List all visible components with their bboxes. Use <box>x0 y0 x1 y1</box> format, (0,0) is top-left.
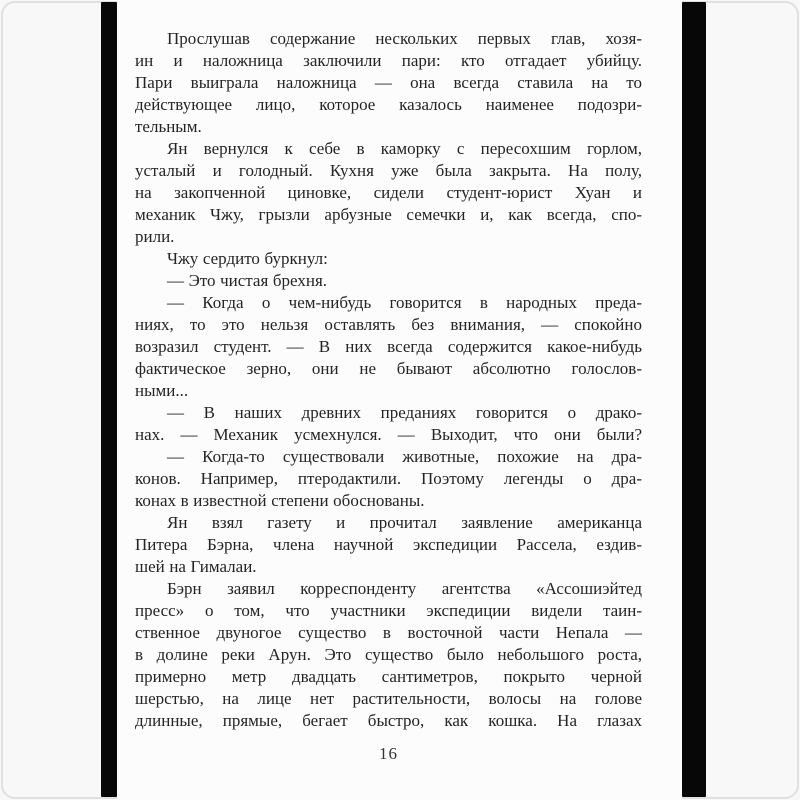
text-line: конов. Например, птеродактили. Поэтому легенды о дра- <box>135 469 642 488</box>
text-line: ин и наложница заключили пари: кто отгадает убийцу. <box>135 51 642 70</box>
text-line: — Это чистая брехня. <box>167 271 328 290</box>
page-text <box>135 28 642 732</box>
page-gutter-shadow-right <box>682 2 706 797</box>
page-number: 16 <box>379 744 398 763</box>
text-line: — Когда-то существовали животные, похожие на дра- <box>167 447 642 466</box>
text-line: Бэрн заявил корреспонденту агентства «Ассошиэйтед <box>167 579 642 598</box>
text-line: шерстью, на лице нет растительности, волосы на голове <box>135 689 642 708</box>
text-line: фактическое зерно, они не бывают абсолютно голослов- <box>135 359 642 378</box>
text-line: нах. — Механик усмехнулся. — Выходит, что они были? <box>135 425 642 444</box>
text-line: возразил студент. — В них всегда содержится какое-нибудь <box>135 337 642 356</box>
text-line: рили. <box>135 227 175 246</box>
text-line: примерно метр двадцать сантиметров, покрыто черной <box>135 667 642 686</box>
text-line: в долине реки Арун. Это существо было небольшого роста, <box>135 645 642 664</box>
text-line: шей на Гималаи. <box>135 557 257 576</box>
text-line: Пари выиграла наложница — она всегда ставила на то <box>135 73 642 92</box>
text-line: на закопченной циновке, сидели студент-юрист Хуан и <box>135 183 642 202</box>
text-line: Чжу сердито буркнул: <box>167 249 328 268</box>
text-line: действующее лицо, которое казалось наименее подозри- <box>135 95 642 114</box>
text-line: ственное двуногое существо в восточной части Непала — <box>135 623 642 642</box>
text-line: длинные, прямые, бегает быстро, как кошка. На глазах <box>135 711 642 730</box>
text-line: конах в известной степени обоснованы. <box>135 491 425 510</box>
text-line: ниях, то это нельзя оставлять без внимания, — спокойно <box>135 315 642 334</box>
text-line: Питера Бэрна, члена научной экспедиции Рассела, ездив- <box>135 535 642 554</box>
text-line: Ян взял газету и прочитал заявление американца <box>167 513 642 532</box>
text-line: — Когда о чем-нибудь говорится в народных преда- <box>167 293 642 312</box>
text-line: Прослушав содержание нескольких первых глав, хозя- <box>167 29 642 48</box>
text-line: ными... <box>135 381 189 400</box>
text-line: Ян вернулся к себе в каморку с пересохшим горлом, <box>167 139 642 158</box>
text-line: пресс» о том, что участники экспедиции видели таин- <box>135 601 642 620</box>
text-line: механик Чжу, грызли арбузные семечки и, как всегда, спо- <box>135 205 642 224</box>
text-line: тельным. <box>135 117 202 136</box>
text-line: — В наших древних преданиях говорится о драко- <box>167 403 642 422</box>
text-line: усталый и голодный. Кухня уже была закрыта. На полу, <box>135 161 642 180</box>
page-gutter-shadow-left <box>101 2 117 797</box>
